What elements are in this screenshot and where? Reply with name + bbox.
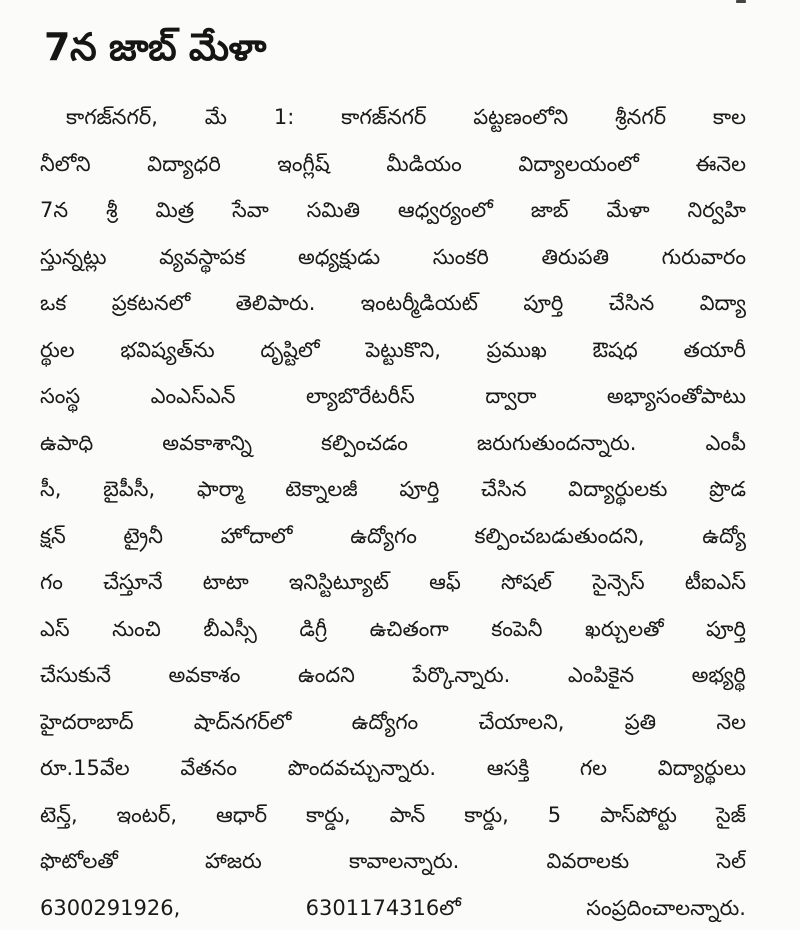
headline: 7న జాబ్ మేళా bbox=[44, 25, 266, 69]
article-line-16: టెన్త్, ఇంటర్, ఆధార్ కార్డు, పాన్ కార్డు, 5 పాస్‌పోర్టు సైజ్ bbox=[40, 802, 746, 827]
article-line-1: కాగజ్‌నగర్, మే 1: కాగజ్‌నగర్ పట్టణంలోని శ్రీనగర్ కాల bbox=[66, 105, 746, 129]
article-line-6: ర్థుల భవిష్యత్‌ను దృష్టిలో పెట్టుకొని, ప్రముఖ ఔషధ తయారీ bbox=[40, 337, 746, 362]
article-line-4: స్తున్నట్లు వ్యవస్థాపక అధ్యక్షుడు సుంకరి తిరుపతి గురువారం bbox=[40, 244, 746, 269]
article-line-9: సీ, బైపీసీ, ఫార్మా టెక్నాలజీ పూర్తి చేసిన విద్యార్థులకు ప్రొడ bbox=[40, 477, 746, 501]
article-line-2: నీలోని విద్యాధరి ఇంగ్లీష్ మీడియం విద్యాలయంలో ఈనెల bbox=[40, 151, 746, 176]
article-body bbox=[40, 94, 746, 930]
article-line-3: 7న శ్రీ మిత్ర సేవా సమితి ఆధ్వర్యంలో జాబ్ మేళా నిర్వహి bbox=[40, 198, 746, 222]
article-line-15: రూ.15వేల వేతనం పొందవచ్చున్నారు. ఆసక్తి గల విద్యార్థులు bbox=[40, 756, 746, 780]
article-line-12: ఎస్ నుంచి బీఎస్సీ డిగ్రీ ఉచితంగా కంపెనీ ఖర్చులతో పూర్తి bbox=[40, 616, 746, 641]
article-line-8: ఉపాధి అవకాశాన్ని కల్పించడం జరుగుతుందన్నారు. ఎంపీ bbox=[40, 430, 746, 455]
article-line-13: చేసుకునే అవకాశం ఉందని పేర్కొన్నారు. ఎంపికైన అభ్యర్థి bbox=[40, 663, 746, 687]
article-line-7: సంస్థ ఎంఎస్ఎన్ ల్యాబొరేటరీస్ ద్వారా అభ్యాసంతోపాటు bbox=[40, 384, 746, 408]
article-line-14: హైదరాబాద్ షాద్‌నగర్‌లో ఉద్యోగం చేయాలని, ప్రతి నెల bbox=[40, 709, 746, 734]
article-line-17: ఫొటోలతో హాజరు కావాలన్నారు. వివరాలకు సెల్ bbox=[40, 849, 746, 873]
article-line-5: ఒక ప్రకటనలో తెలిపారు. ఇంటర్మీడియట్ పూర్తి చేసిన విద్యా bbox=[40, 291, 746, 315]
clipping-edge-mark bbox=[736, 0, 746, 3]
article-line-10: క్షన్ ట్రైనీ హోదాలో ఉద్యోగం కల్పించబడుతుందని, ఉద్యో bbox=[40, 523, 746, 548]
article-line-11: గం చేస్తూనే టాటా ఇనిస్టిట్యూట్ ఆఫ్ సోషల్ సైన్సెస్ టీఐఎస్ bbox=[40, 570, 746, 594]
article-line-18: 6300291926, 6301174316లో సంప్రదించాలన్నారు. bbox=[40, 895, 746, 920]
